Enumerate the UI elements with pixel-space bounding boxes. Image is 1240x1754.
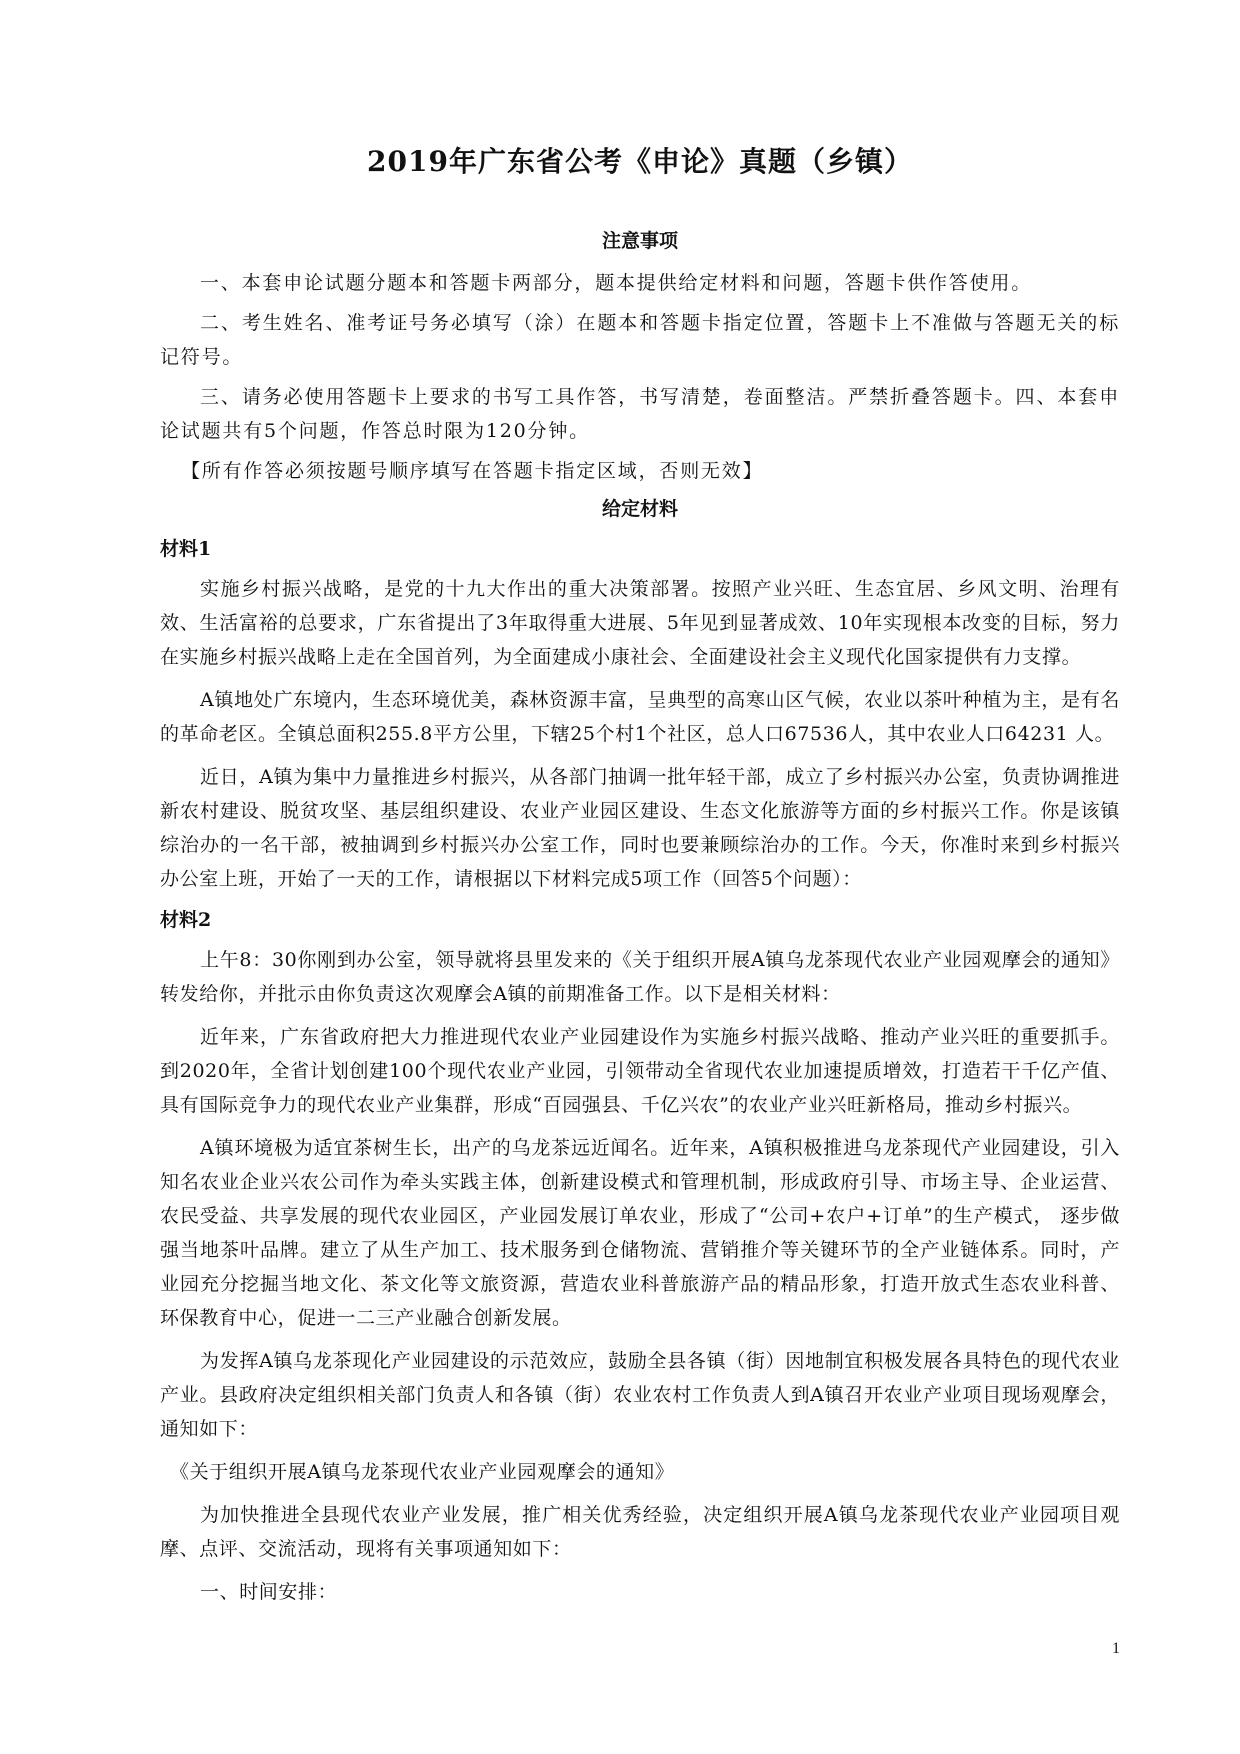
notice-banner: 【所有作答必须按题号顺序填写在答题卡指定区域，否则无效】 bbox=[181, 460, 764, 482]
page-number: 1 bbox=[1112, 1640, 1120, 1657]
notice-item-1: 一、本套申论试题分题本和答题卡两部分，题本提供给定材料和问题，答题卡供作答使用。 bbox=[200, 272, 1033, 294]
material-1-paragraph: 近日，A镇为集中力量推进乡村振兴，从各部门抽调一批年轻干部，成立了乡村振兴办公室，负责协调推进新农村建设、脱贫攻坚、基层组织建设、农业产业园区建设、生态文化旅游等方面的乡村振兴工作。你是该镇综治办的一名干部，被抽调到乡村振兴办公室工作，同时也要兼顾综治办的工作。今天，你准时来到乡村振兴办公室上班，开始了一天的工作，请根据以下材料完成5项工作（回答5个问题）： bbox=[160, 766, 1120, 890]
material-2-paragraph: A镇环境极为适宜茶树生长，出产的乌龙茶远近闻名。近年来，A镇积极推进乌龙茶现代产业园建设，引入知名农业企业兴农公司作为牵头实践主体，创新建设模式和管理机制，形成政府引导、市场主导、企业运营、农民受益、共享发展的现代农业园区，产业园发展订单农业，形成了“公司+农户+订单”的生产模式， 逐步做强当地茶叶品牌。建立了从生产加工、技术服务到仓储物流、营销推介等关键环节的全产业链体系。同时，产业园充分挖掘当地文化、茶文化等文旅资源，营造农业科普旅游产品的精品形象，打造开放式生态农业科普、环保教育中心，促进一二三产业融合创新发展。 bbox=[160, 1137, 1120, 1329]
material-2-paragraph: 一、时间安排： bbox=[200, 1581, 338, 1603]
material-1-label: 材料1 bbox=[160, 538, 212, 560]
material-2-paragraph: 为发挥A镇乌龙茶现化产业园建设的示范效应，鼓励全县各镇（街）因地制宜积极发展各具特色的现代农业产业。县政府决定组织相关部门负责人和各镇（街）农业农村工作负责人到A镇召开农业产业项目现场观摩会，通知如下： bbox=[160, 1350, 1120, 1440]
notice-item-3: 三、请务必使用答题卡上要求的书写工具作答，书写清楚，卷面整洁。严禁折叠答题卡。四、本套申论试题共有5个问题，作答总时限为120分钟。 bbox=[160, 386, 1120, 442]
material-2-section bbox=[160, 905, 1120, 1609]
material-2-paragraph: 为加快推进全县现代农业产业发展，推广相关优秀经验，决定组织开展A镇乌龙茶现代农业产业园项目观摩、点评、交流活动，现将有关事项通知如下： bbox=[160, 1504, 1120, 1560]
notice-document-title: 《关于组织开展A镇乌龙茶现代农业产业园观摩会的通知》 bbox=[170, 1461, 675, 1483]
material-1-paragraph: A镇地处广东境内，生态环境优美，森林资源丰富，呈典型的高寒山区气候，农业以茶叶种植为主，是有名的革命老区。全镇总面积255.8平方公里，下辖25个村1个社区，总人口67536人，其中农业人口64231 人。 bbox=[160, 689, 1120, 745]
material-1-section bbox=[160, 534, 1120, 896]
notice-section bbox=[160, 226, 1120, 488]
material-2-paragraph: 上午8：30你刚到办公室，领导就将县里发来的《关于组织开展A镇乌龙茶现代农业产业园观摩会的通知》转发给你，并批示由你负责这次观摩会A镇的前期准备工作。以下是相关材料： bbox=[160, 949, 1120, 1005]
document-title: 2019年广东省公考《申论》真题（乡镇） bbox=[367, 145, 913, 178]
page-content bbox=[160, 142, 1120, 1618]
notice-item-2: 二、考生姓名、准考证号务必填写（涂）在题本和答题卡指定位置，答题卡上不准做与答题无关的标记符号。 bbox=[160, 312, 1120, 368]
materials-heading: 给定材料 bbox=[601, 498, 678, 520]
material-2-paragraph: 近年来，广东省政府把大力推进现代农业产业园建设作为实施乡村振兴战略、推动产业兴旺的重要抓手。到2020年，全省计划创建100个现代农业产业园，引领带动全省现代农业加速提质增效，打造若干千亿产值、具有国际竞争力的现代农业产业集群，形成“百园强县、千亿兴农”的农业产业兴旺新格局，推动乡村振兴。 bbox=[160, 1026, 1120, 1116]
notice-heading: 注意事项 bbox=[601, 230, 678, 252]
material-2-label: 材料2 bbox=[160, 909, 212, 931]
material-1-paragraph: 实施乡村振兴战略，是党的十九大作出的重大决策部署。按照产业兴旺、生态宜居、乡风文明、治理有效、生活富裕的总要求，广东省提出了3年取得重大进展、5年见到显著成效、10年实现根本改变的目标，努力在实施乡村振兴战略上走在全国首列，为全面建成小康社会、全面建设社会主义现代化国家提供有力支撑。 bbox=[160, 578, 1120, 668]
